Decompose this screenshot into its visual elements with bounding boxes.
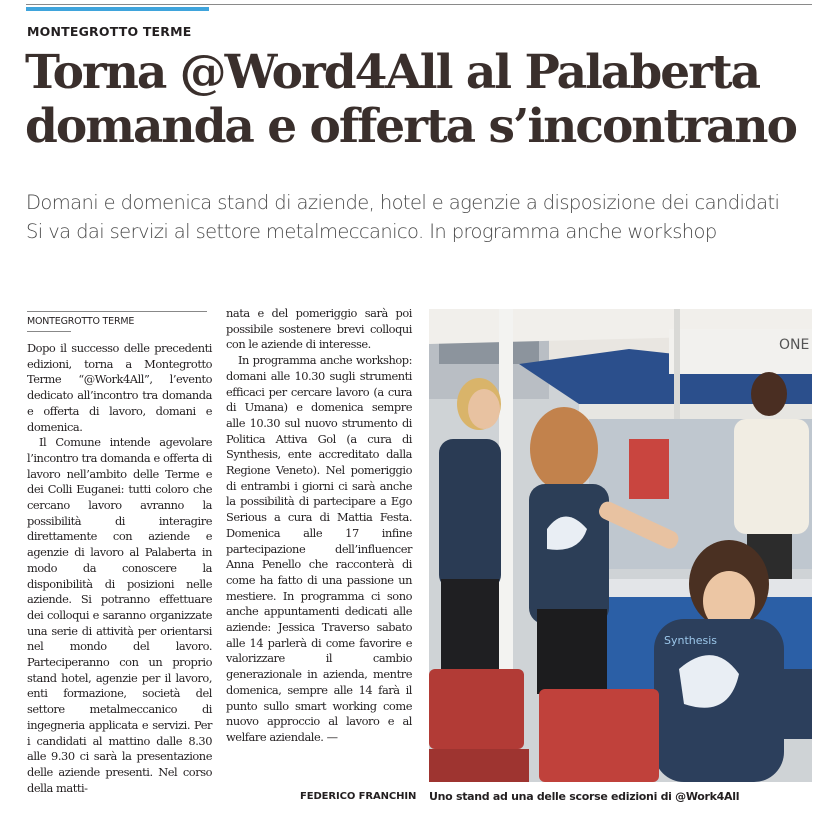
section-accent-bar (26, 7, 209, 11)
paragraph: nata e del pomeriggio sarà poi possibile sostenere brevi colloqui con le aziende di interesse. (226, 306, 412, 352)
article-column-1 (27, 341, 212, 796)
paragraph: In programma anche workshop: domani alle 10.30 sugli strumenti efficaci per cercare lavoro (a cura di Umana) e domenica sempre alle 10.30 sul nuovo strumento di Politica Attiva Gol (a cura di Synthesis, ente accreditato dalla Regione Veneto). Nel pomeriggio di entrambi i giorni ci sarà anche la possibilità di partecipare a Ego Serious a cura di Mattia Festa. Domenica alle 17 infine partecipazione dell’influencer Anna Penello che racconterà di come ha fatto di una passione un mestiere. In programma ci sono anche appuntamenti dedicati alle aziende: Jessica Traverso sabato alle 14 parlerà di come favorire e valorizzare il cambio generazionale in azienda, mentre domenica, sempre alle 14 farà il punto sullo smart working come nuovo approccio al lavoro e al welfare aziendale. — (226, 353, 412, 744)
headline-line-1: Torna @Word4All al Palaberta (25, 45, 760, 100)
shirt-text: Synthesis (664, 634, 718, 647)
headline-line-2: domanda e offerta s’incontrano (25, 99, 796, 154)
paragraph: Dopo il successo delle precedenti edizioni, torna a Montegrotto Terme “@Work4All”, l’evento dedicato all’incontro tra domanda e offerta di lavoro, domani e domenica. (27, 341, 212, 434)
headline (25, 46, 825, 154)
author-signature: FEDERICO FRANCHIN (300, 791, 417, 802)
sign-text: ONE (779, 337, 810, 353)
photo-caption: Uno stand ad una delle scorse edizioni di @Work4All (429, 790, 740, 803)
article-column-2 (226, 306, 412, 746)
section-kicker: MONTEGROTTO TERME (27, 24, 192, 39)
subheadline (26, 188, 826, 246)
article-photo (429, 309, 812, 782)
subheadline-line-1: Domani e domenica stand di aziende, hotel e agenzie a disposizione dei candidati (26, 191, 780, 214)
top-rule (26, 4, 812, 5)
dateline-rule (27, 331, 71, 332)
subheadline-line-2: Si va dai servizi al settore metalmeccanico. In programma anche workshop (26, 220, 717, 243)
paragraph: Il Comune intende agevolare l’incontro tra domanda e offerta di lavoro nell’ambito delle Terme e dei Colli Euganei: tutti coloro che cercano lavoro avranno la possibilità di interagire direttamente con aziende e agenzie di lavoro al Palaberta in modo da conoscere la disponibilità di posizioni nelle aziende. Si potranno effettuare dei colloqui e saranno organizzate una serie di attività per orientarsi nel mondo del lavoro. Parteciperanno con un proprio stand hotel, agenzie per il lavoro, enti formazione, società del settore metalmeccanico di ingegneria applicata e servizi. Per i candidati al mattino dalle 8.30 alle 9.30 ci sarà la presentazione delle aziende presenti. Nel corso della matti- (27, 435, 212, 795)
stand-photo-illustration (429, 309, 812, 782)
dateline: MONTEGROTTO TERME (27, 311, 207, 327)
